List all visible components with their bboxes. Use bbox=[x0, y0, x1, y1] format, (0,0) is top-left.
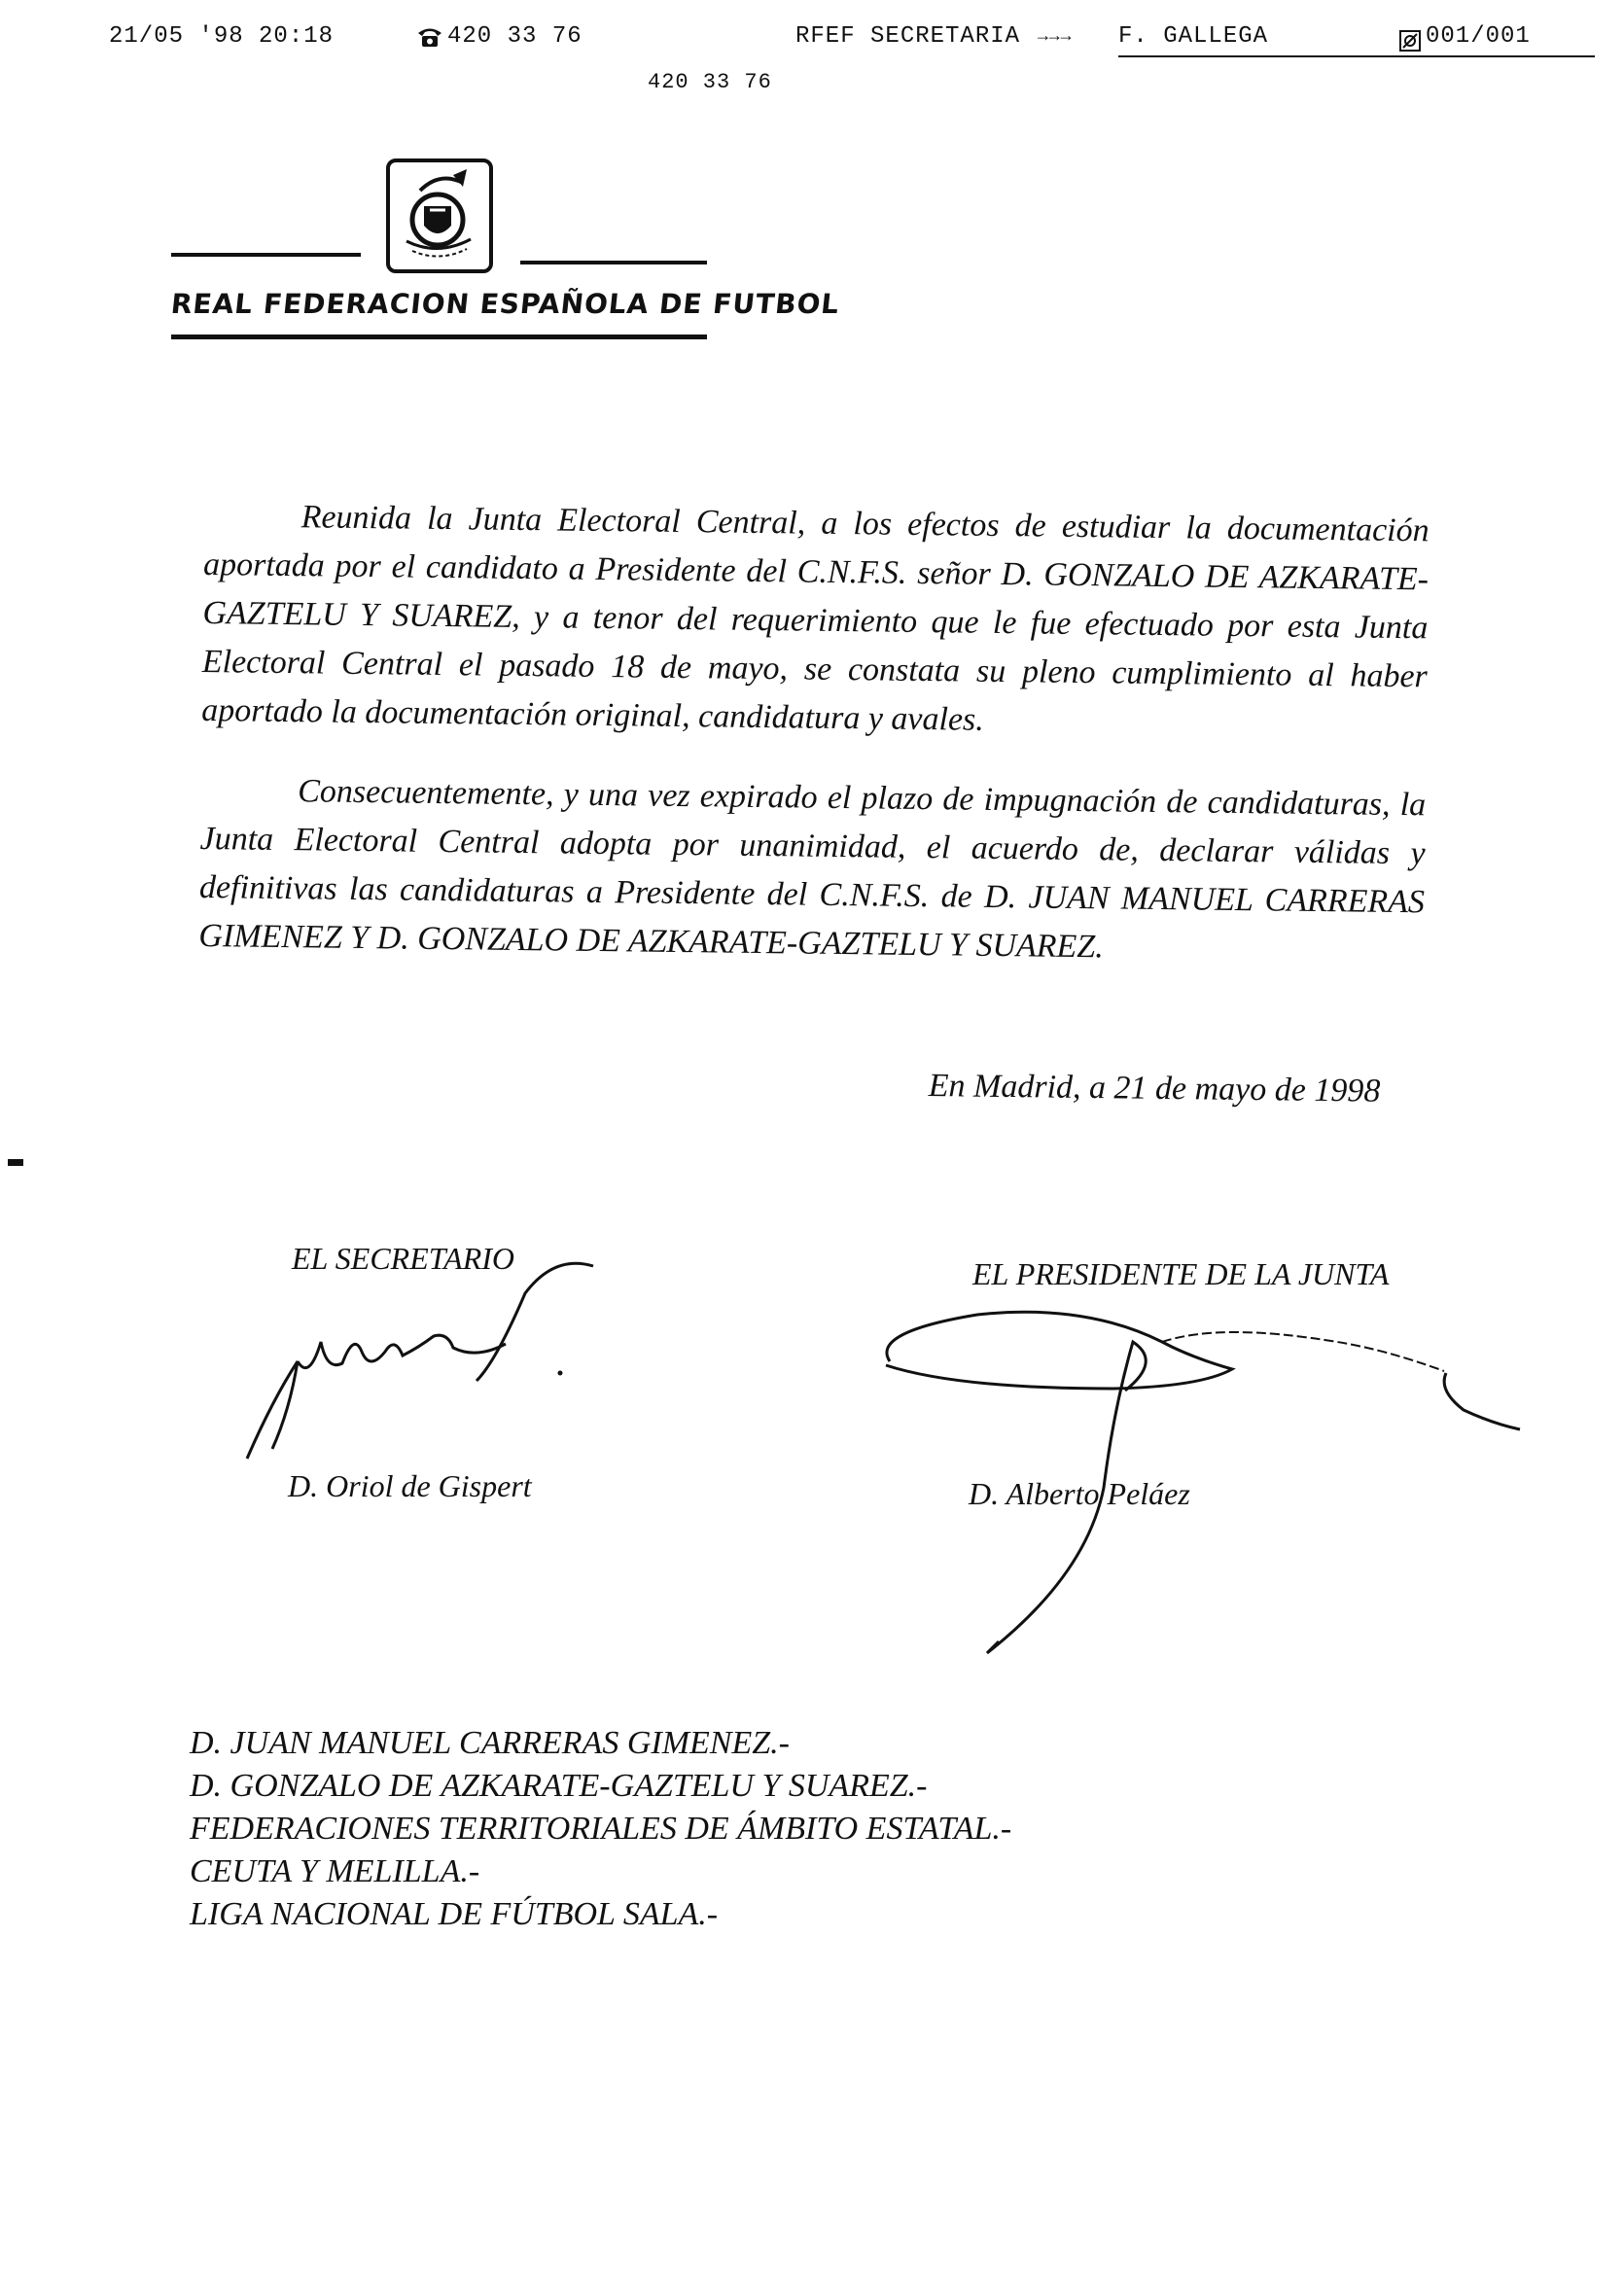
president-signature-icon bbox=[870, 1303, 1532, 1663]
fax-pages: 001/001 bbox=[1426, 23, 1531, 50]
recipient-line-1: D. JUAN MANUEL CARRERAS GIMENEZ.- bbox=[190, 1725, 790, 1761]
recipient-line-3: FEDERACIONES TERRITORIALES DE ÁMBITO ESTATAL.- bbox=[190, 1811, 1012, 1847]
telephone-icon bbox=[416, 25, 443, 49]
organization-name: REAL FEDERACION ESPAÑOLA DE FUTBOL bbox=[169, 288, 841, 320]
recipient-line-5: LIGA NACIONAL DE FÚTBOL SALA.- bbox=[190, 1896, 719, 1932]
president-name: D. Alberto Peláez bbox=[969, 1476, 1190, 1511]
fax-sender: RFEF SECRETARIA bbox=[795, 23, 1021, 50]
president-title: EL PRESIDENTE DE LA JUNTA bbox=[972, 1256, 1390, 1291]
secretary-title: EL SECRETARIO bbox=[292, 1241, 515, 1276]
scan-mark bbox=[8, 1159, 23, 1166]
fax-number-stamp: 420 33 76 bbox=[648, 70, 772, 94]
letterhead-rule-left bbox=[171, 253, 361, 257]
recipient-line-4: CEUTA Y MELILLA.- bbox=[190, 1853, 480, 1889]
letterhead-rule-right bbox=[520, 261, 707, 264]
letter-body bbox=[198, 492, 1430, 975]
fax-page-icon bbox=[1398, 29, 1422, 53]
body-paragraph-1: Reunida la Junta Electoral Central, a los efectos de estudiar la documentación aportada por el candidato a Presidente del C.N.F.S. señor D. GONZALO DE AZKARATE-GAZTELU Y SUAREZ, y a tenor del requerimiento que le fue efectuado por esta Junta Electoral Central el pasado 18 de mayo, se constata su pleno cumplimiento al haber aportado la documentación original, candidatura y avales. bbox=[201, 499, 1430, 738]
fax-arrows: →→→ bbox=[1038, 27, 1073, 47]
secretary-signature-icon bbox=[233, 1254, 603, 1478]
federation-crest-icon bbox=[385, 158, 494, 274]
date-line: En Madrid, a 21 de mayo de 1998 bbox=[928, 1068, 1381, 1110]
fax-recipient: F. GALLEGA bbox=[1118, 23, 1269, 50]
fax-header-rule bbox=[1118, 55, 1595, 57]
letterhead-rule-bottom bbox=[171, 335, 707, 339]
secretary-name: D. Oriol de Gispert bbox=[288, 1468, 532, 1503]
fax-phone: 420 33 76 bbox=[447, 23, 583, 50]
fax-datetime: 21/05 '98 20:18 bbox=[109, 23, 335, 50]
recipient-line-2: D. GONZALO DE AZKARATE-GAZTELU Y SUAREZ.- bbox=[190, 1768, 928, 1804]
body-paragraph-2: Consecuentemente, y una vez expirado el plazo de impugnación de candidaturas, la Junta Electoral Central adopta por unanimidad, el acuerdo de, declarar válidas y definitivas las candidaturas a Presidente del C.N.F.S. de D. JUAN MANUEL CARRERAS GIMENEZ Y D. GONZALO DE AZKARATE-GAZTELU Y SUAREZ. bbox=[198, 773, 1427, 966]
